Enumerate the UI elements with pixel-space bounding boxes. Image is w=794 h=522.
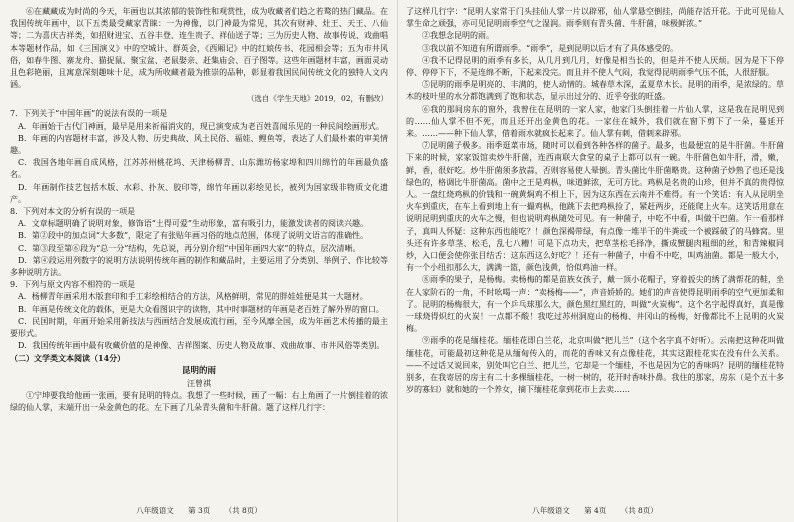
essay-paragraph-8: ⑧雨季的果子，是杨梅。卖杨梅的都是苗族女孩子，戴一顶小花帽子，穿着扳尖的绣了满帮花的鞋，坐在人家阶石的一角，不时吆喝一声：“卖杨梅——”，声音娇娇的。她们的声音使得昆明雨季的空气更加柔和了。昆明的杨梅很大，有一个乒乓球那么大，颜色黑红黑红的，叫做“火炭梅”。这个名字起得真好，真是像一球烧得炽红的火炭！一点都不酸！我吃过苏州洞庭山的杨梅、井冈山的杨梅，好像都比不上昆明的火炭梅。 [406,275,784,334]
page-3 [10,6,388,518]
question-9: 9．下列与原文内容不相符的一项是 [10,280,136,290]
essay-paragraph-3: ③我以前不知道有所谓雨季。“雨季”，是到昆明以后才有了具体感受的。 [422,43,679,53]
essay-title: 昆明的雨 [181,365,216,376]
question-9-option-b: B．年画是传统文化的载体，更是大众看图识字的读物，其中时事题材的年画是老百姓了解外界的窗口。 [18,304,384,314]
footer-page: 第 3页 [188,506,211,515]
question-8-option-a: A．文章标题明确了说明对象，修饰语“土得可爱”生动形象，富有吸引力，能激发读者的阅读兴趣。 [18,219,368,229]
page-gutter [397,0,398,522]
question-9-option-a: A．杨柳青年画采用木版套印和手工彩绘相结合的方法，风格鲜明，常见的胖娃娃便是其一大题材。 [18,292,368,302]
essay-paragraph-4: ④我不记得昆明的雨季有多长，从几月到几月，好像是相当长的，但是并不使人厌烦。因为是下下停停、停停下下，不是连绵不断，下起来没完。而且并不使人气闷，我觉得昆明雨季气压不低，人很舒服。 [406,55,784,78]
essay-paragraph-2: ②我想念昆明的雨。 [422,31,494,41]
page-4 [406,6,784,518]
footer-total: （共 8页） [224,506,262,515]
question-9-option-c: C．民国时期，年画开始采用新技法与西画结合发展成流行画，至今风靡全国，成为年画艺术传播的最主要形式。 [10,316,388,339]
question-7: 7．下列关于“中国年画”的说法有误的一项是 [10,109,168,119]
question-8-option-b: B．第②段中的加点词“大多数”，限定了有张贴年画习俗的地点范围，体现了说明文语言的准确性。 [18,231,369,241]
footer-subject: 八年级语文 [532,506,570,515]
page-4-footer [406,506,784,516]
question-9-option-d: D．我国传统年画中最有收藏价值的是神像、吉祥图案、历史人物及故事、戏曲故事、市井风俗等类别。 [18,341,385,351]
footer-total: （共 8页） [620,506,658,515]
question-8-option-d: D．第④段运用列数字的说明方法说明传统年画的制作和藏品时，主要运用了分类别、举例子、作比较等多种说明方法。 [10,255,388,278]
question-7-option-c: C．我国各地年画自成风格，江苏苏州桃花坞、天津杨柳青、山东潍坊杨家埠和四川绵竹的年画最负盛名。 [10,158,388,180]
section-heading: （二）文学类文本阅读（14分） [10,353,126,364]
paragraph-6: ⑥在藏藏成为时尚的今天，年画也以其浓郁的装饰性和观赏性，成为收藏者们趋之若鹜的热门藏品。在我国传统年画中，以下五类最受藏家青睐：一为神像，以门神最为常见，其次有财神、灶王、天王、八仙等；二为喜庆吉祥类，如招财进宝、五谷丰登、连生贵子、祥仙送子等；三为历史人物、故事传说、戏曲唱本等题材作品，如《三国演义》中的空城计、群英会，《西厢记》中的红娘传书、花园相会等；五为市井风俗，如春牛图、寨龙舟、猫捉鼠、聚宝盆、老鼠娶亲、赶集庙会、百子图等。这些年画题材丰富，画面灵动且色彩艳丽，且寓意深刻趣味十足，成为所收藏者最为推崇的品种，彰显着我国民间传统文化的独特人文内涵。 [10,7,388,90]
page-3-footer [10,506,388,516]
essay-author: 汪曾祺 [187,378,211,388]
question-8: 8．下列对本文的分析有误的一项是 [10,207,136,217]
question-7-option-d: D．年画制作技艺包括木版、水彩、扑灰、胶印等，绵竹年画以彩绘见长，被列为国家级非物质文化遗产。 [10,182,388,204]
essay-paragraph-7: ⑦昆明菌子极多。雨季逛菜市场，随时可以看到各种各样的菌子。最多，也最便宜的是牛肝菌。牛肝菌下来的时候，家家饭馆卖炒牛肝菌，连西南联大食堂的桌子上都可以有一碗。牛肝菌色如牛肝，滑，嫩，鲜，香，很好吃。炒牛肝菌须多放蒜，否则容易使人晕倒。青头菌比牛肝菌略贵。这种菌子炒熟了也还是浅绿色的，格调比牛肝菌高。菌中之王是鸡枞，味道鲜浓，无可方比。鸡枞是名贵的山珍，但并不真的贵得惊人。一盘红烧鸡枞的价钱和一碗黄焖鸡不相上下，因为这东西在云南并不难得。有一个笑话：有人从昆明坐火车到重庆，在车上看到地上有一撮鸡枞，他跳下去把鸡枞捡了，紧赶两步，还能爬上火车。这笑话用意在说明昆明到重庆的火车之慢，但也说明鸡枞随处可见。有一种菌子，中吃不中看，叫做干巴菌。乍一看那样子，真叫人怀疑：这种东西也能吃？！颜色深褐带绿，有点像一堆半干的牛粪或一个被踩破了的马蜂窝。里头还有许多草茎、松毛，乱七八糟！可是下点功夫，把草茎松毛择净，撕成蟹腿肉粗细的丝，和青辣椒同炒，入口便会使你张目结舌：这东西这么好吃？！还有一种菌子，中看不中吃，叫鸡油菌。都是一般大小，有一个小纽扣那么大，满满一篮，颜色浅黄，恰似鸡油一样。 [406,141,784,273]
essay-paragraph-5: ⑤昆明的雨季是明亮的、丰满的，使人动情的。城春草木深，孟夏草木长。昆明的雨季，是浓绿的。草木的枝叶里的水分都饱满到了饱和状态，显示出过分的、近乎夸张的旺盛。 [406,80,784,102]
essay-paragraph-9: ⑨雨季的花是缅桂花。缅桂花即白兰花，北京叫做“把儿兰”（这个名字真不好听）。云南把这种花叫做缅桂花，可能最初这种花是从缅甸传入的，而花的香味又有点像桂花，其实这跟桂花实在没有什么关系。——不过话又说回来，别处叫它白兰、把儿兰，它却是一个缅桂，不也是因为它的香味吗？昆明的缅桂花特别多，在我寄居的房主有二十多棵缅桂花，一树一树的，花开时香味扑鼻。我住的那家，房东（是个五十多岁的寡妇）就和她的一个养女，摘下缅桂花拿到花市上去卖…… [406,336,784,395]
question-8-option-c: C．第③段至第⑥段为“总一分”结构，先总说，再分别介绍“中国年画四大家”的特点，层次清晰。 [18,243,361,253]
question-7-option-a: A．年画始于古代门神画，最早是用来祈福消灾的，现已演变成为老百姓喜闻乐见的一种民间绘画形式。 [18,121,384,131]
essay-paragraph-1: ①宁坤要我给他画一张画，要有昆明的特点。我想了一些时候，画了一幅：右上角画了一片倒挂着的浓绿的仙人掌，末端开出一朵金黄色的花。左下画了几朵青头菌和牛肝菌。题了这样几行字： [10,390,388,413]
essay-quote: 了这样几行字：“昆明人家常于门头挂仙人掌一片以辟邪，仙人掌悬空倒挂，尚能存活开花。于此可见仙人掌生命之顽强，亦可见昆明雨季空气之湿润。雨季则有青头菌、牛肝菌，味极鲜浓。” [406,7,784,29]
footer-subject: 八年级语文 [136,506,174,515]
source-citation: （选自《学生天地》2019．02，有删改） [246,94,388,104]
question-7-option-b: B．年画的内容题材丰富，涉及人物、历史典故、风土民俗、福娃、鲤鱼等，表达了人们最朴素的审美情趣。 [10,133,388,156]
essay-paragraph-6: ⑥我的那间房东的窗外，我曾住在昆明的一家人家，他家门头倒挂着一片仙人掌，这是我在昆明见到的……仙人掌不但不死，而且还开出金黄色的花。一家住在城外，我们就在窗下剪下了一朵，蔓延开来。……——种下仙人掌，借着雨水就疯长起来了。仙人掌有刺，借刺来辟邪。 [406,104,784,139]
footer-page: 第 4页 [584,506,607,515]
